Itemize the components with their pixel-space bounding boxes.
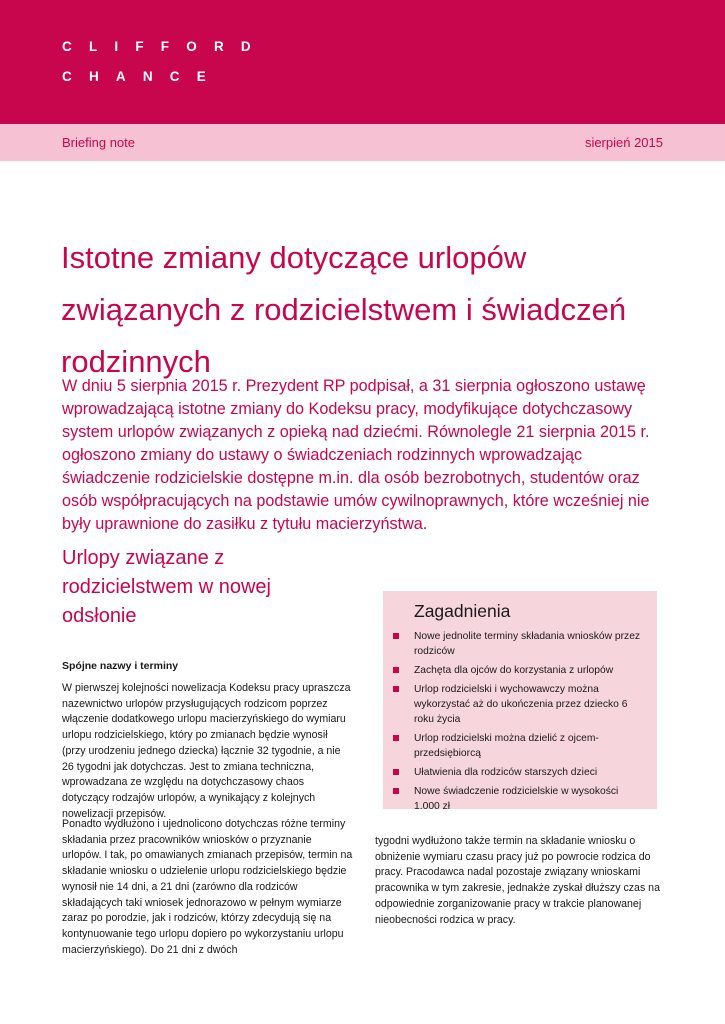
- section-heading: Urlopy związane z rodzicielstwem w nowej odsłonie: [62, 547, 271, 627]
- topic-item: [393, 765, 643, 780]
- topics-box: [383, 591, 657, 812]
- body-paragraph-2: Ponadto wydłużono i ujednolicono dotychczas różne terminy składania przez pracowników wniosków o przyznanie urlopów. I tak, po omawianych zmianach przepisów, termin na składanie wniosku o udzielenie urlopu rodzicielskiego będzie wynosił nie 14 dni, a 21 dni (zarówno dla rodziców składających taki wniosek jednorazowo w pełnym wymiarze zaraz po porodzie, jak i rodziców, którzy zdecydują się na kontynuowanie tego urlopu dopiero po wykorzystaniu urlopu macierzyńskiego). Do 21 dni z dwóch: [62, 818, 353, 956]
- briefing-band: [0, 124, 725, 161]
- page-title: Istotne zmiany dotyczące urlopów związanych z rodzicielstwem i świadczeń rodzinnych: [61, 240, 627, 379]
- topic-item: [393, 784, 643, 814]
- square-bullet-icon: [393, 735, 399, 741]
- square-bullet-icon: [393, 667, 399, 673]
- header-band: [0, 0, 725, 124]
- document-type: Briefing note: [62, 135, 135, 150]
- square-bullet-icon: [393, 686, 399, 692]
- logo-line-clifford: CLIFFORD: [62, 39, 268, 54]
- topics-title: Zagadnienia: [414, 601, 511, 621]
- topics-list: [393, 629, 643, 818]
- topic-text: Urlop rodzicielski można dzielić z ojcem-przedsiębiorcą: [414, 733, 599, 759]
- topic-item: [393, 682, 643, 727]
- topic-text: Ułatwienia dla rodziców starszych dzieci: [414, 767, 598, 778]
- lead-paragraph: W dniu 5 sierpnia 2015 r. Prezydent RP podpisał, a 31 sierpnia ogłoszono ustawę wprowadzającą istotne zmiany do Kodeksu pracy, modyfikujące dotychczasowy system urlopów związanych z opieką nad dziećmi. Równolegle 21 sierpnia 2015 r. ogłoszono zmiany do ustawy o świadczeniach rodzinnych wprowadzając świadczenie rodzicielskie dostępne m.in. dla osób bezrobotnych, studentów oraz osób współpracujących na podstawie umów cywilnoprawnych, które wcześniej nie były uprawnione do zasiłku z tytułu macierzyństwa.: [62, 377, 650, 533]
- topic-item: [393, 731, 643, 761]
- square-bullet-icon: [393, 788, 399, 794]
- topic-item: [393, 663, 643, 678]
- topic-text: Nowe świadczenie rodzicielskie w wysokości 1.000 zł: [414, 786, 619, 812]
- topic-text: Zachęta dla ojców do korzystania z urlopów: [414, 665, 614, 676]
- subheading: Spójne nazwy i terminy: [62, 660, 179, 672]
- topic-item: [393, 629, 643, 659]
- topic-text: Urlop rodzicielski i wychowawczy można wykorzystać aż do ukończenia przez dziecko 6 roku życia: [414, 684, 628, 725]
- square-bullet-icon: [393, 633, 399, 639]
- document-date: sierpień 2015: [584, 135, 663, 150]
- body-paragraph-3: tygodni wydłużono także termin na składanie wniosku o obniżenie wymiaru czasu pracy już po powrocie rodzica do pracy. Pracodawca nadal pozostaje związany wnioskami pracownika w tym zakresie, jednakże zyskał dłuższy czas na odpowiednie zorganizowanie pracy w trakcie planowanej nieobecności rodzica w pracy.: [375, 835, 660, 926]
- topic-text: Nowe jednolite terminy składania wniosków przez rodziców: [414, 631, 641, 657]
- square-bullet-icon: [393, 769, 399, 775]
- logo-line-chance: CHANCE: [62, 69, 223, 84]
- body-paragraph-1: W pierwszej kolejności nowelizacja Kodeksu pracy upraszcza nazewnictwo urlopów przysługujących rodzicom poprzez włączenie dodatkowego urlopu macierzyńskiego do wymiaru urlopu rodzicielskiego, który po zmianach będzie wynosił (przy urodzeniu jednego dziecka) łącznie 32 tygodnie, a nie 26 tygodni jak dotychczas. Jest to zmiana techniczna, wprowadzana ze względu na dotychczasowy chaos dotyczący rodzajów urlopów, a wynikający z kolejnych nowelizacji przepisów.: [62, 682, 351, 820]
